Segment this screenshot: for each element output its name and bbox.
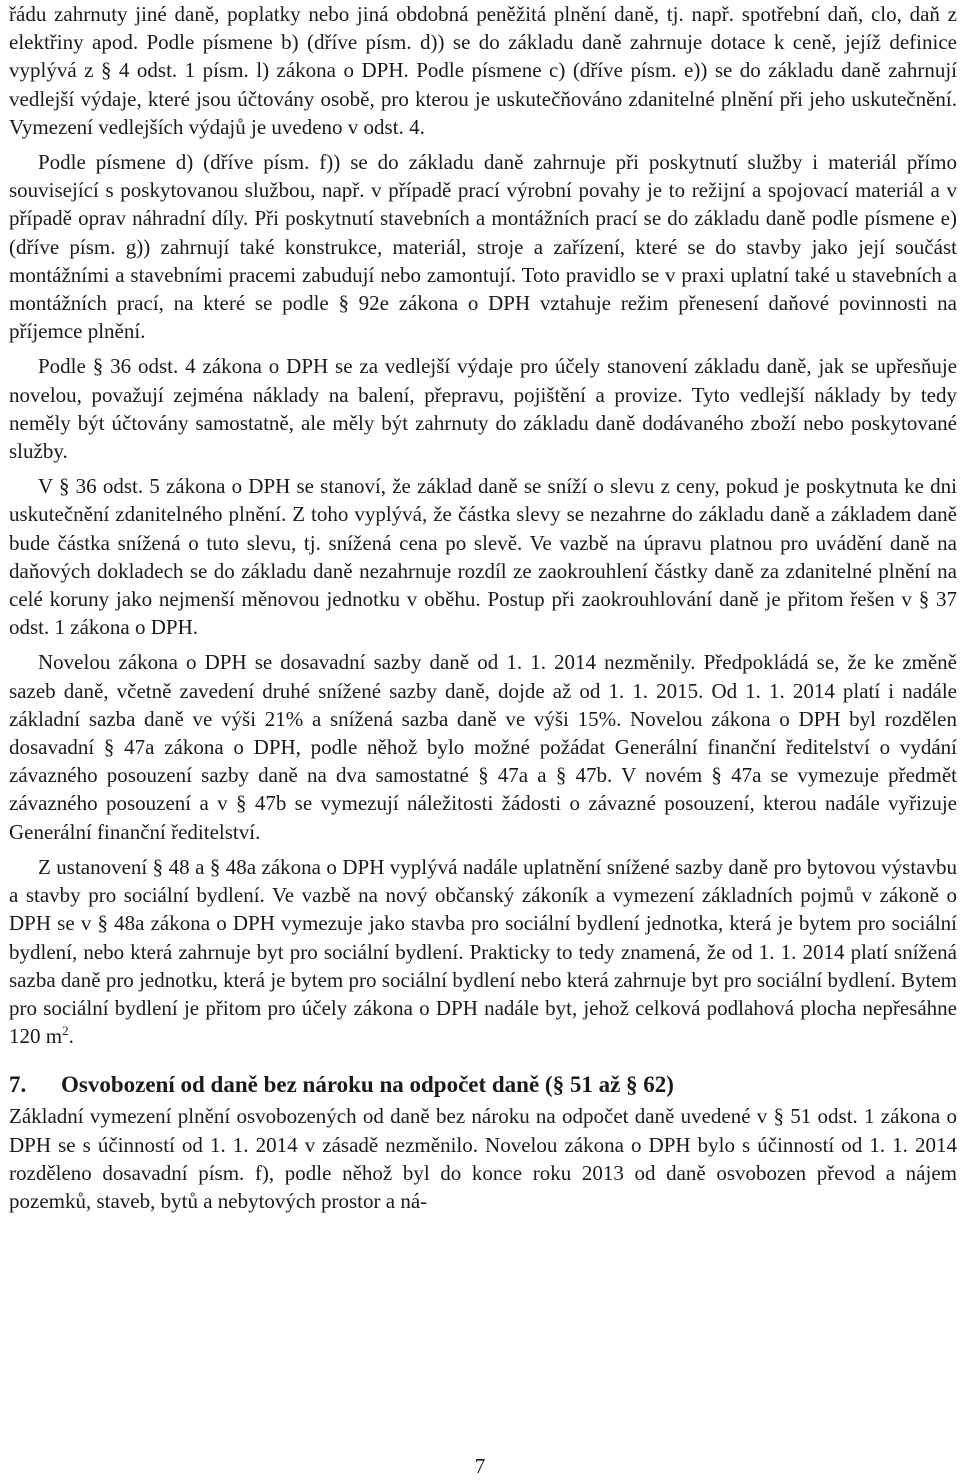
section-title: Osvobození od daně bez nároku na odpočet daně (§ 51 až § 62) xyxy=(61,1072,674,1098)
paragraph-5: Novelou zákona o DPH se dosavadní sazby daně od 1. 1. 2014 nezměnily. Předpokládá se, že ke změně sazeb daně, včetně zavedení druhé snížené sazby daně, dojde až od 1. 1. 2015. Od 1. 1. 2014 platí i nadále základní sazba daně ve výši 21% a snížená sazba daně ve výši 15%. Novelou zákona o DPH byl rozdělen dosavadní § 47a zákona o DPH, podle něhož bylo možné požádat Generální finanční ředitelství o vydání závazného posouzení sazby daně na dva samostatné § 47a a § 47b. V novém § 47a se vymezuje předmět závazného posouzení a v § 47b se vymezují náležitosti žádosti o závazné posouzení, kterou nadále vyřizuje Generální finanční ředitelství. xyxy=(9,650,957,844)
section-heading xyxy=(9,1070,957,1100)
paragraph-6 xyxy=(9,853,957,1050)
section-number: 7. xyxy=(9,1072,27,1098)
paragraph-3: Podle § 36 odst. 4 zákona o DPH se za vedlejší výdaje pro účely stanovení základu daně, jak se upřesňuje novelou, považují zejména náklady na balení, přepravu, pojištění a provize. Tyto vedlejší náklady by tedy neměly být účtovány samostatně, ale měly být zahrnuty do základu daně dodávaného zboží nebo poskytované služby. xyxy=(9,354,957,464)
paragraph-2: Podle písmene d) (dříve písm. f)) se do základu daně zahrnuje při poskytnutí služby i materiál přímo související s poskytovanou službou, např. v případě prací výrobní povahy je to režijní a spojovací materiál a v případě oprav náhradní díly. Při poskytnutí stavebních a montážních prací se do základu daně podle písmene e) (dříve písm. g)) zahrnují také konstrukce, materiál, stroje a zařízení, které se do stavby jako její součást montážními a stavebními pracemi zabudují nebo zamontují. Toto pravidlo se v praxi uplatní také u stavebních a montážních prací, na které se podle § 92e zákona o DPH vztahuje režim přenesení daňové povinnosti na příjemce plnění. xyxy=(9,150,957,344)
area-unit-superscript: 2 xyxy=(62,1023,69,1039)
paragraph-7: Základní vymezení plnění osvobozených od daně bez nároku na odpočet daně uvedené v § 51 odst. 1 zákona o DPH se s účinností od 1. 1. 2014 v zásadě nezměnilo. Novelou zákona o DPH bylo s účinností od 1. 1. 2014 rozděleno dosavadní písm. f), podle něhož byl do konce roku 2013 od daně osvobozen převod a nájem pozemků, staveb, bytů a nebytových prostor a ná- xyxy=(9,1104,957,1213)
paragraph-4: V § 36 odst. 5 zákona o DPH se stanoví, že základ daně se sníží o slevu z ceny, pokud je poskytnuta ke dni uskutečnění zdanitelného plnění. Z toho vyplývá, že částka slevy se nezahrne do základu daně a základem daně bude částka snížená o tuto slevu, tj. snížená cena po slevě. Ve vazbě na úpravu platnou pro uvádění daně na daňových dokladech se do základu daně nezahrnuje rozdíl ze zaokrouhlení částky daně za zdanitelné plnění na celé koruny jako nejmenší měnovou jednotku v oběhu. Postup při zaokrouhlování daně je přitom řešen v § 37 odst. 1 zákona o DPH. xyxy=(9,474,957,640)
body-text xyxy=(9,0,957,1222)
paragraph-6-end: . xyxy=(68,1024,74,1049)
paragraph-6-text: Z ustanovení § 48 a § 48a zákona o DPH vyplývá nadále uplatnění snížené sazby daně pro bytovou výstavbu a stavby pro sociální bydlení. Ve vazbě na nový občanský zákoník a vymezení základních pojmů v zákoně o DPH se v § 48a zákona o DPH vymezuje jako stavba pro sociální bydlení jednotka, která je bytem pro sociální bydlení, nebo která zahrnuje byt pro sociální bydlení. Prakticky to tedy znamená, že od 1. 1. 2014 platí snížená sazba daně pro jednotku, která je bytem pro sociální bydlení nebo která zahrnuje byt pro sociální bydlení. Bytem pro sociální bydlení je přitom pro účely zákona o DPH nadále byt, jehož celková podlahová plocha nepřesáhne 120 m xyxy=(9,854,957,1049)
page-number: 7 xyxy=(474,1454,486,1478)
paragraph-1: řádu zahrnuty jiné daně, poplatky nebo jiná obdobná peněžitá plnění daně, tj. např. spotřební daň, clo, daň z elektřiny apod. Podle písmene b) (dříve písm. d)) se do základu daně zahrnuje dotace k ceně, jejíž definice vyplývá z § 4 odst. 1 písm. l) zákona o DPH. Podle písmene c) (dříve písm. e)) se do základu daně zahrnují vedlejší výdaje, které jsou účtovány osobě, pro kterou je uskutečňováno zdanitelné plnění při jeho uskutečnění. Vymezení vedlejších výdajů je uvedeno v odst. 4. xyxy=(9,2,957,139)
